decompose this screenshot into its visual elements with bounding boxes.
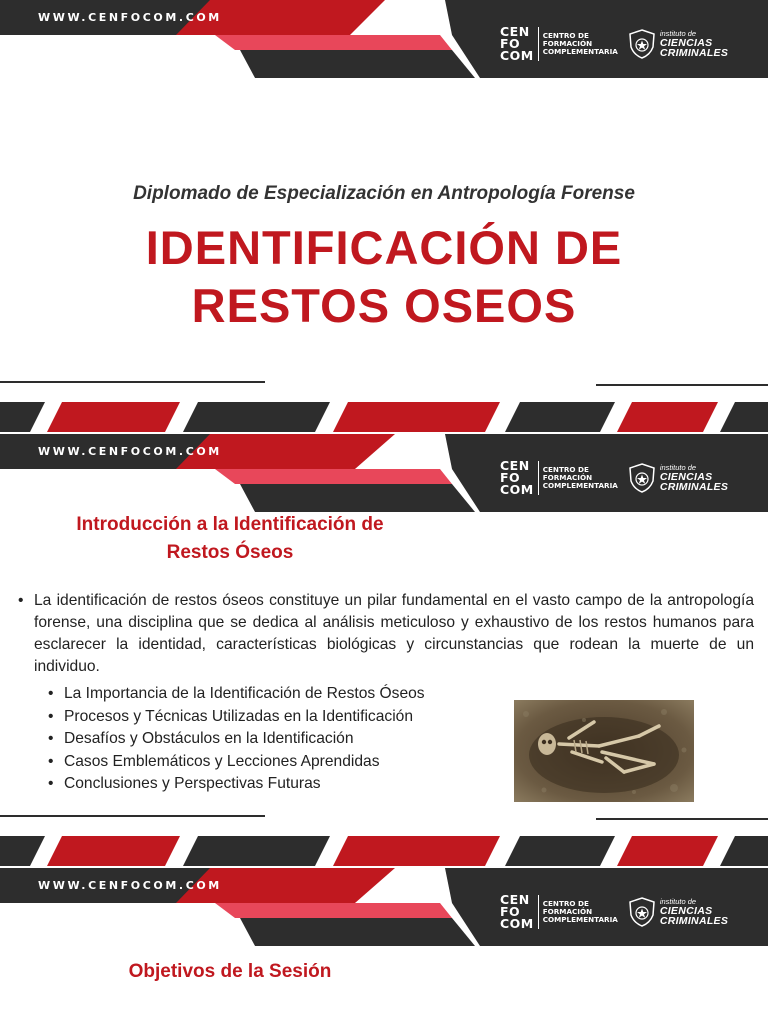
website-url-3[interactable]: WWW.CENFOCOM.COM (38, 879, 222, 892)
cover-title: IDENTIFICACIÓN DE RESTOS OSEOS (145, 221, 623, 332)
list-item: • Casos Emblemáticos y Lecciones Aprendidas (48, 751, 488, 774)
website-url-2[interactable]: WWW.CENFOCOM.COM (38, 445, 222, 458)
cenfocom-logo: CEN FO COM CENTRO DE FORMACIÓN COMPLEMENTARIA (500, 892, 618, 931)
intro-title: Introducción a la Identificación de Restos Óseos (76, 514, 384, 563)
cenfocom-logo: CEN FO COM CENTRO DE FORMACIÓN COMPLEMENTARIA (500, 458, 618, 497)
header-logos (500, 26, 728, 62)
icc-logo: instituto de CIENCIAS CRIMINALES (628, 29, 728, 59)
icc-logo: instituto de CIENCIAS CRIMINALES (628, 897, 728, 927)
list-item: • Desafíos y Obstáculos en la Identificación (48, 728, 488, 751)
icc-logo: instituto de CIENCIAS CRIMINALES (628, 463, 728, 493)
course-subtitle: Diplomado de Especialización en Antropología Forense (133, 183, 635, 204)
header-logos-2 (500, 460, 728, 496)
topic-list (48, 683, 488, 796)
list-item: • Conclusiones y Perspectivas Futuras (48, 773, 488, 796)
objectives-title: Objetivos de la Sesión (128, 961, 332, 982)
intro-paragraph: La identificación de restos óseos constituye un pilar fundamental en el vasto campo de la antropología forense, una disciplina que se dedica al análisis meticuloso y exhaustivo de los restos humanos para esclarecer la identidad, características biológicas y circunstancias que rodean la muerte de un individuo. (34, 592, 754, 675)
cenfocom-logo: CEN FO COM CENTRO DE FORMACIÓN COMPLEMENTARIA (500, 24, 618, 63)
website-url[interactable]: WWW.CENFOCOM.COM (38, 11, 222, 24)
list-item: • La Importancia de la Identificación de Restos Óseos (48, 683, 488, 706)
excavated-skeleton-photo (514, 700, 694, 802)
header-logos-3 (500, 894, 728, 930)
police-badge-icon (628, 463, 656, 493)
police-badge-icon (628, 897, 656, 927)
list-item: • Procesos y Técnicas Utilizadas en la Identificación (48, 706, 488, 729)
police-badge-icon (628, 29, 656, 59)
